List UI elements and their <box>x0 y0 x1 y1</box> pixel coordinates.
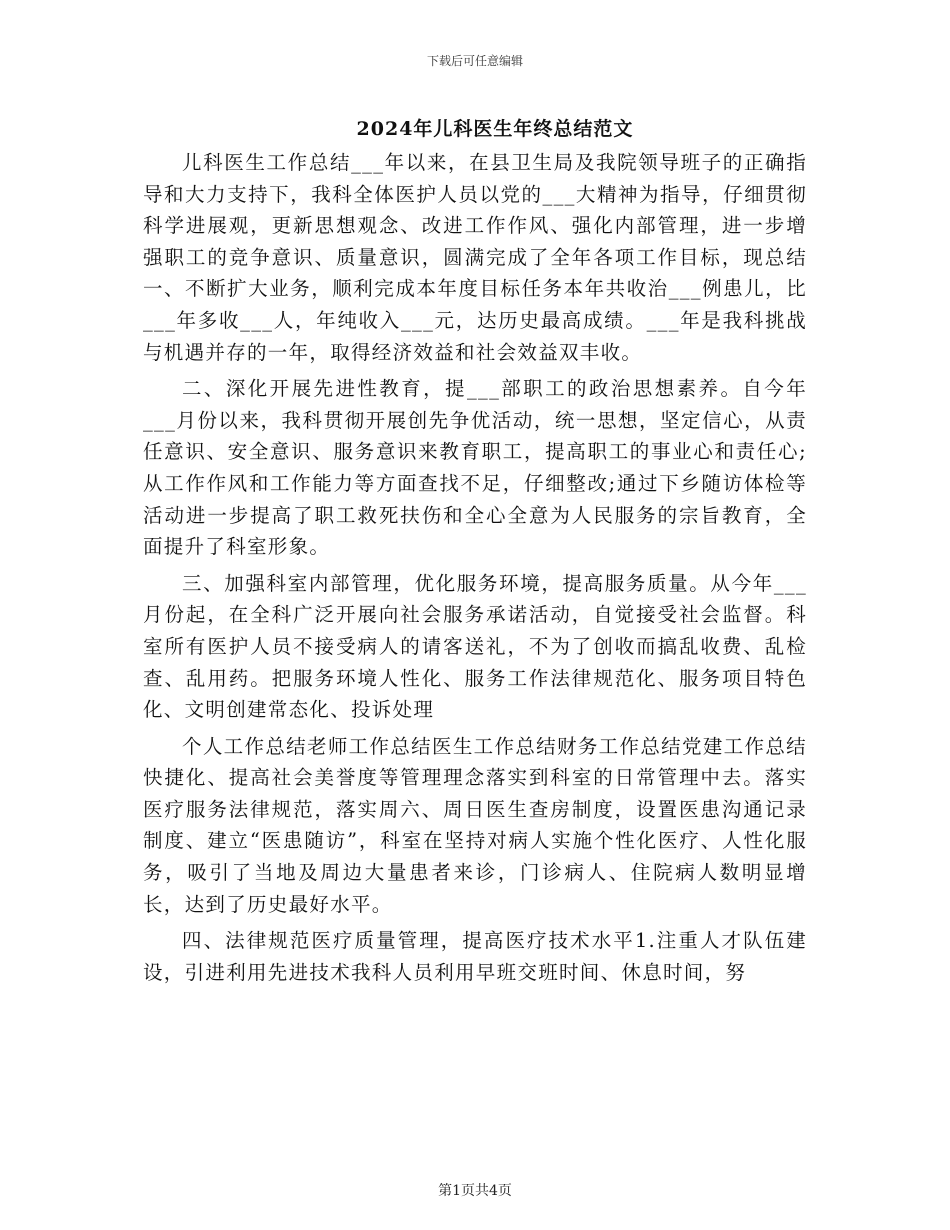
document-title: 2024年儿科医生年终总结范文 <box>356 118 634 140</box>
paragraph-1: 儿科医生工作总结___年以来，在县卫生局及我院领导班子的正确指导和大力支持下，我科全体医护人员以党的___大精神为指导，仔细贯彻科学进展观，更新思想观念、改进工作作风、强化内部管理，进一步增强职工的竞争意识、质量意识，圆满完成了全年各项工作目标，现总结一、不断扩大业务，顺利完成本年度目标任务本年共收治___例患儿，比___年多收___人，年纯收入___元，达历史最高成绩。___年是我科挑战与机遇并存的一年，取得经济效益和社会效益双丰收。 <box>143 151 807 364</box>
paragraph-5: 四、法律规范医疗质量管理，提高医疗技术水平1.注重人才队伍建设，引进利用先进技术我科人员利用早班交班时间、休息时间，努 <box>143 929 807 984</box>
page-header-note: 下载后可任意编辑 <box>426 54 523 68</box>
paragraph-2: 二、深化开展先进性教育，提___部职工的政治思想素养。自今年___月份以来，我科贯彻开展创先争优活动，统一思想，坚定信心，从责任意识、安全意识、服务意识来教育职工，提高职工的事业心和责任心;从工作作风和工作能力等方面查找不足，仔细整改;通过下乡随访体检等活动进一步提高了职工救死扶伤和全心全意为人民服务的宗旨教育，全面提升了科室形象。 <box>143 377 807 559</box>
paragraph-3: 三、加强科室内部管理，优化服务环境，提高服务质量。从今年___月份起，在全科广泛开展向社会服务承诺活动，自觉接受社会监督。科室所有医护人员不接受病人的请客送礼，不为了创收而搞乱收费、乱检查、乱用药。把服务环境人性化、服务工作法律规范化、服务项目特色化、文明创建常态化、投诉处理 <box>143 571 807 722</box>
paragraph-4: 个人工作总结老师工作总结医生工作总结财务工作总结党建工作总结快捷化、提高社会美誉度等管理理念落实到科室的日常管理中去。落实医疗服务法律规范，落实周六、周日医生查房制度，设置医患沟通记录制度、建立“医患随访”，科室在坚持对病人实施个性化医疗、人性化服务，吸引了当地及周边大量患者来诊，门诊病人、住院病人数明显增长，达到了历史最好水平。 <box>143 734 807 916</box>
page-number-footer: 第1页共4页 <box>438 1183 512 1199</box>
document-body <box>143 147 807 993</box>
